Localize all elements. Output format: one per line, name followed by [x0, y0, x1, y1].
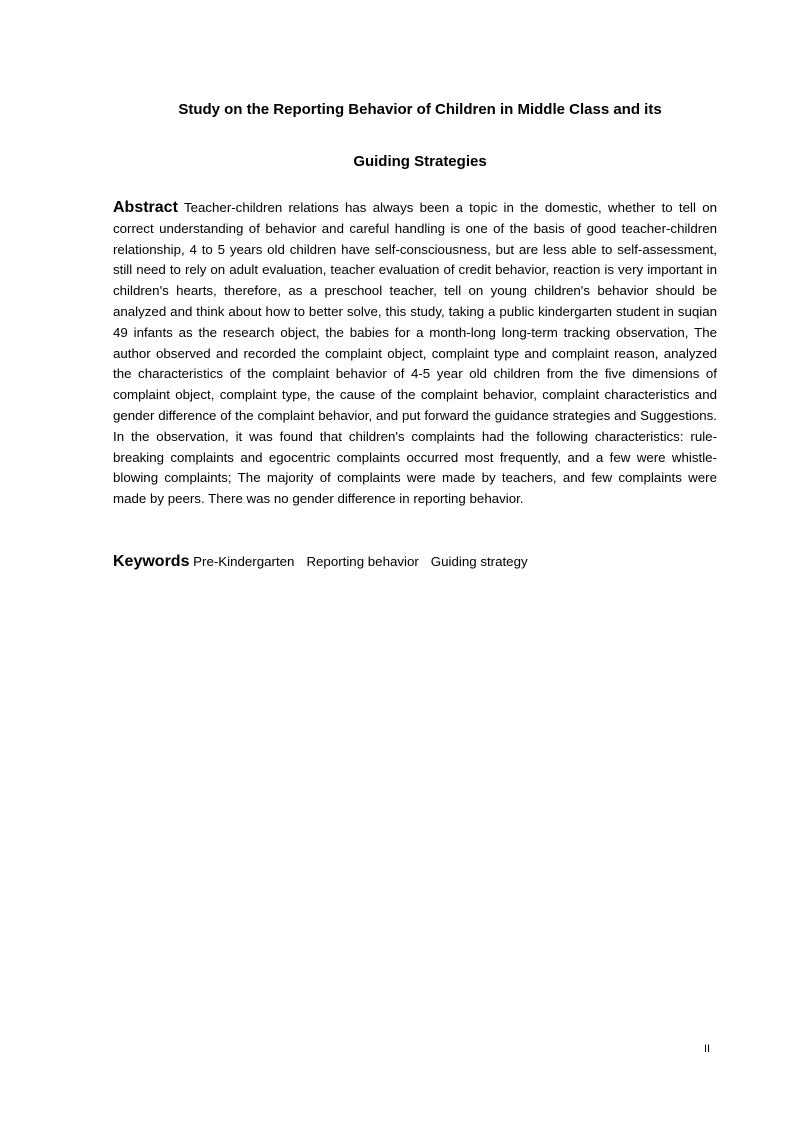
title-line-2: Guiding Strategies — [353, 153, 487, 170]
page-number: II — [704, 1043, 711, 1055]
keyword-1: Pre-Kindergarten — [193, 554, 295, 569]
keywords-label: Keywords — [113, 553, 190, 570]
keyword-2: Reporting behavior — [306, 554, 419, 569]
abstract-text: Teacher-children relations has always been a topic in the domestic, whether to tell on correct understanding of behavior and careful handling is one of the basis of good teacher-children relationship, 4 to 5 years old children have self-consciousness, but are less able to self-assessment, still need to rely on adult evaluation, teacher evaluation of credit behavior, reaction is very important in children's hearts, therefore, as a preschool teacher, tell on young children's behavior should be analyzed and think about how to better solve, this study, taking a public kindergarten student in suqian 49 infants as the research object, the babies for a month-long long-term tracking observation, The author observed and recorded the complaint object, complaint type and complaint reason, analyzed the characteristics of the complaint behavior of 4-5 year old children from the five dimensions of complaint object, complaint type, the cause of the complaint behavior, complaint characteristics and gender difference of the complaint behavior, and put forward the guidance strategies and Suggestions. In the observation, it was found that children's complaints had the following characteristics: rule-breaking complaints and egocentric complaints occurred most frequently, and a few were whistle-blowing complaints; The majority of complaints were made by teachers, and few complaints were made by peers. There was no gender difference in reporting behavior. — [113, 200, 717, 507]
abstract-label: Abstract — [113, 199, 178, 216]
keyword-3: Guiding strategy — [430, 554, 528, 569]
abstract-paragraph — [113, 198, 717, 510]
title-line-1: Study on the Reporting Behavior of Children in Middle Class and its — [178, 101, 662, 118]
keywords-line — [113, 552, 717, 572]
